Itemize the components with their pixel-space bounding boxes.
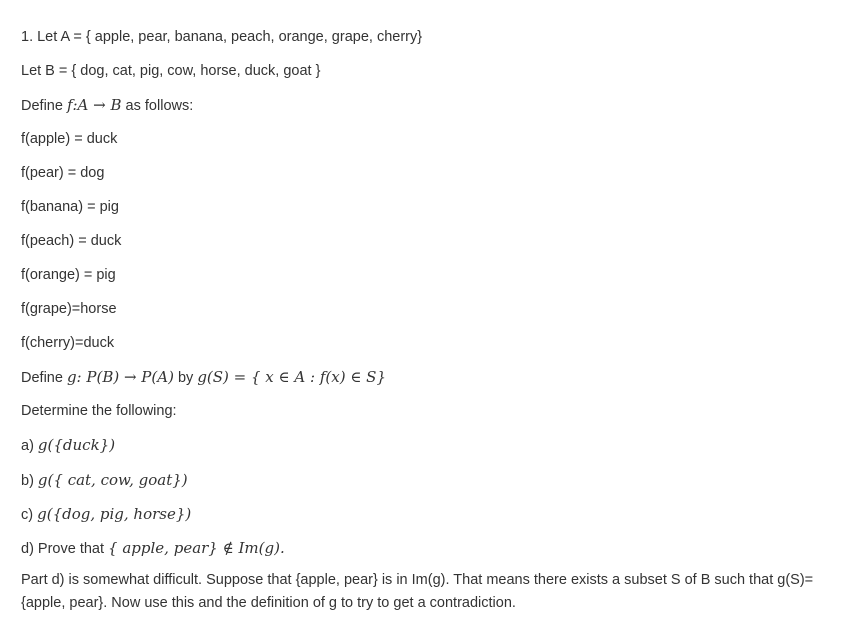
mapping-orange: f(orange) = pig	[21, 267, 116, 283]
part-d	[21, 538, 285, 559]
mapping-pear: f(pear) = dog	[21, 165, 105, 181]
part-b-label: b)	[21, 473, 38, 489]
hint-paragraph: Part d) is somewhat difficult. Suppose that {apple, pear} is in Im(g). That means there exists a subset S of B such that g(S)= {apple, pear}. Now use this and the definition of g to try to get a contradiction.	[21, 572, 814, 611]
mapping-peach: f(peach) = duck	[21, 233, 122, 249]
mapping-grape: f(grape)=horse	[21, 301, 117, 317]
determine-heading: Determine the following:	[21, 403, 177, 419]
part-c-math: g({dog, pig, horse})	[37, 505, 192, 523]
part-a-math: g({duck})	[37, 436, 116, 454]
set-b-definition: Let B = { dog, cat, pig, cow, horse, duck, goat }	[21, 63, 321, 79]
part-c-label: c)	[21, 507, 38, 523]
define-g-math-signature: g: P(B) → P(A)	[66, 368, 174, 386]
set-a-definition: 1. Let A = { apple, pear, banana, peach, orange, grape, cherry}	[21, 29, 423, 45]
define-g-math-rule: g(S) = { x ∈ A : f(x) ∈ S}	[197, 368, 387, 386]
part-a-label: a)	[21, 438, 38, 454]
define-g-mid: by	[173, 370, 198, 386]
mapping-apple: f(apple) = duck	[21, 131, 118, 147]
function-g-definition	[21, 367, 386, 388]
part-d-math: { apple, pear} ∉ Im(g).	[108, 539, 285, 557]
part-c	[21, 504, 191, 525]
define-g-prefix: Define	[21, 370, 67, 386]
define-f-prefix: Define	[21, 98, 67, 114]
part-d-label: d) Prove that	[21, 541, 109, 557]
part-b	[21, 470, 188, 491]
mapping-cherry: f(cherry)=duck	[21, 335, 115, 351]
part-a	[21, 435, 115, 456]
function-f-definition	[21, 95, 193, 116]
define-f-math: f:A → B	[66, 96, 122, 114]
mapping-banana: f(banana) = pig	[21, 199, 119, 215]
part-b-math: g({ cat, cow, goat})	[37, 471, 188, 489]
define-f-suffix: as follows:	[121, 98, 194, 114]
